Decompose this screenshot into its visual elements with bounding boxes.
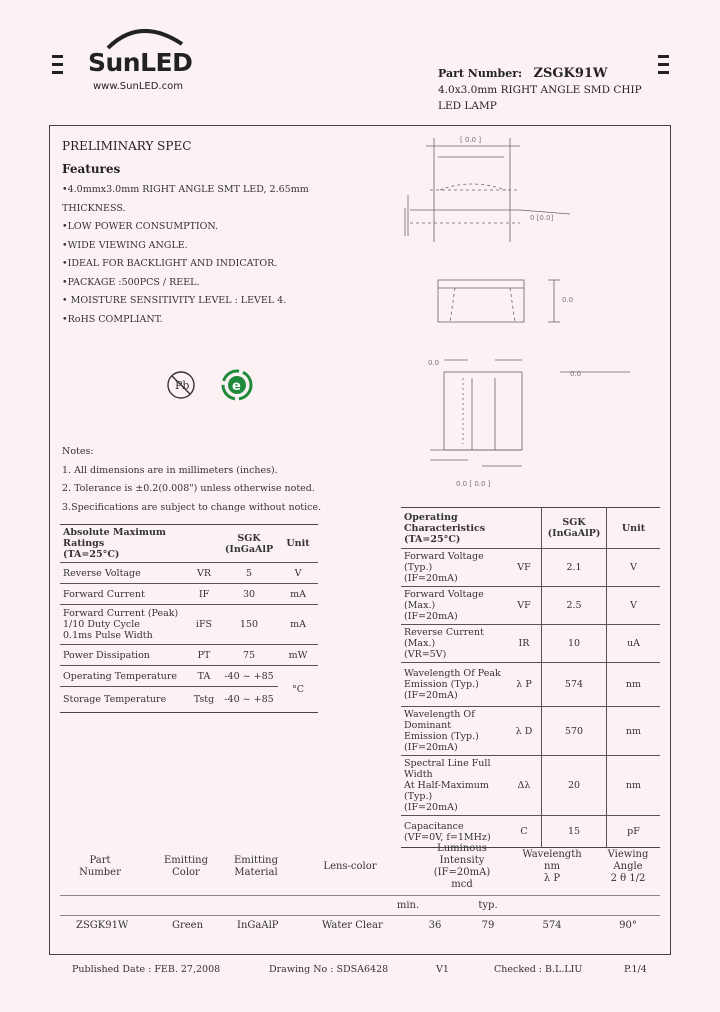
svg-text:0.0: 0.0 [562, 296, 574, 304]
rohs-e-icon [220, 368, 254, 402]
abs-col-sgk: SGK [237, 532, 261, 544]
row-unit: nm [607, 756, 661, 816]
table-row [60, 584, 318, 605]
right-mark [658, 63, 669, 66]
abs-col-unit: Unit [286, 538, 310, 549]
brand-logo: SunLED [88, 48, 193, 77]
sel-header-angle-line: 2 θ 1/2 [610, 873, 646, 884]
footer-page: P.1/4 [624, 964, 647, 975]
row-name: Forward Voltage (Max.) [404, 589, 484, 611]
features-title: Features [62, 162, 121, 176]
row-name: Capacitance [404, 820, 464, 832]
row-value: 75 [220, 645, 278, 666]
table-row [401, 549, 660, 587]
row-name: Power Dissipation [60, 645, 188, 666]
row-name: Emission (Typ.) [404, 679, 479, 690]
table-row [401, 625, 660, 663]
sel-header-material-line: Material [234, 867, 278, 878]
row-condition: (IF=20mA) [404, 742, 458, 753]
part-number-row [438, 66, 608, 81]
left-mark [52, 71, 63, 74]
sel-row-typ: 79 [481, 920, 495, 931]
sel-header-wavelength-line: Wavelength [522, 849, 582, 860]
row-value: 570 [542, 707, 607, 756]
sel-header-wavelength-line: λ P [543, 873, 561, 884]
row-symbol: λ D [507, 707, 542, 756]
row-unit: nm [607, 663, 661, 707]
table-row [60, 563, 318, 584]
sel-row-material: InGaAlP [237, 920, 279, 931]
part-number-label: Part Number: [438, 67, 523, 80]
abs-max-table [60, 524, 318, 713]
row-symbol: VF [507, 549, 542, 587]
pb-free-icon [165, 369, 197, 401]
op-col-sgk-material: (InGaAlP) [547, 528, 601, 539]
row-name: 0.1ms Pulse Width [63, 630, 153, 641]
sel-header-angle-line: Angle [613, 861, 643, 872]
feature-item: •PACKAGE :500PCS / REEL. [62, 276, 200, 288]
spec-title: PRELIMINARY SPEC [62, 139, 192, 153]
row-symbol: IR [507, 625, 542, 663]
sel-header-intensity-line: Luminous [437, 843, 487, 854]
row-name: Wavelength Of Peak [404, 668, 501, 679]
sel-header-wavelength [518, 849, 586, 885]
row-value: -40 ~ +85 [220, 666, 278, 687]
abs-max-title: Absolute Maximum Ratings [63, 527, 166, 549]
note-item: 2. Tolerance is ±0.2(0.008") unless otherwise noted. [62, 483, 315, 494]
feature-item: •RoHS COMPLIANT. [62, 313, 163, 325]
sel-header-angle-line: Viewing [607, 849, 649, 860]
row-value: 2.5 [542, 587, 607, 625]
footer-published: Published Date : FEB. 27,2008 [72, 964, 221, 975]
row-name: Spectral Line Full Width [404, 758, 491, 780]
sel-header-lens: Lens-color [323, 861, 377, 872]
table-row [401, 707, 660, 756]
footer-version: V1 [436, 964, 449, 975]
footer-drawing: Drawing No : SDSA6428 [269, 964, 389, 975]
svg-text:0.0: 0.0 [570, 370, 582, 378]
note-item: 1. All dimensions are in millimeters (inches). [62, 464, 278, 476]
table-row [401, 756, 660, 816]
op-title: Operating Characteristics [404, 511, 486, 534]
op-char-table [401, 507, 660, 848]
footer-checked: Checked : B.L.LIU [494, 964, 583, 975]
right-mark [658, 55, 669, 58]
table-row [60, 666, 318, 687]
svg-text:0 [0.0]: 0 [0.0] [530, 214, 554, 222]
row-condition: (IF=20mA) [404, 611, 458, 622]
right-mark [658, 71, 669, 74]
row-value: 15 [542, 816, 607, 848]
row-value: 10 [542, 625, 607, 663]
row-symbol: C [507, 816, 542, 848]
part-number: ZSGK91W [533, 66, 608, 81]
op-subtitle: (TA=25°C) [404, 533, 461, 545]
row-symbol: VF [507, 587, 542, 625]
package-dimension-drawing [370, 130, 660, 500]
row-value: 5 [220, 563, 278, 584]
sel-row-part: ZSGK91W [76, 920, 129, 931]
row-unit: V [607, 587, 661, 625]
feature-item: •LOW POWER CONSUMPTION. [62, 221, 219, 232]
sel-header-min: min. [396, 900, 420, 911]
notes [62, 443, 362, 517]
svg-text:0.0 [ 0.0 ]: 0.0 [ 0.0 ] [456, 480, 491, 488]
row-name: Forward Voltage (Typ.) [404, 551, 484, 573]
op-col-sgk: SGK [562, 517, 586, 528]
sel-row-angle: 90° [619, 920, 637, 931]
table-row [60, 605, 318, 645]
row-unit: V [607, 549, 661, 587]
row-name: Emission (Typ.) [404, 731, 479, 742]
sel-header-intensity-line: (IF=20mA) [433, 867, 491, 878]
row-value: 20 [542, 756, 607, 816]
row-symbol: TA [188, 666, 220, 687]
op-col-unit: Unit [621, 522, 646, 534]
row-unit: mW [278, 645, 318, 666]
sel-header-intensity-line: mcd [451, 879, 473, 890]
abs-col-sgk-material: (InGaAlP [224, 543, 274, 555]
sel-header-color-line: Emitting [163, 855, 209, 866]
note-item: 3.Specifications are subject to change without notice. [62, 501, 322, 513]
sel-header-intensity [428, 843, 496, 891]
row-unit: nm [607, 707, 661, 756]
row-condition: (IF=20mA) [404, 690, 458, 701]
row-name: Reverse Voltage [60, 563, 188, 584]
feature-item: THICKNESS. [62, 202, 126, 214]
row-name: Storage Temperature [60, 687, 188, 713]
row-name: Forward Current [60, 584, 188, 605]
row-value: 30 [220, 584, 278, 605]
row-symbol: Δλ [507, 756, 542, 816]
sel-header-color [156, 855, 216, 879]
feature-item: •4.0mmx3.0mm RIGHT ANGLE SMT LED, 2.65mm [62, 184, 309, 195]
row-value: 150 [220, 605, 278, 645]
row-condition: (VR=5V) [404, 649, 447, 660]
feature-item: •WIDE VIEWING ANGLE. [62, 239, 188, 251]
e-label: e [232, 379, 241, 394]
sel-divider [60, 895, 660, 896]
website: www.SunLED.com [93, 81, 183, 92]
row-name: At Half-Maximum (Typ.) [404, 780, 489, 802]
row-symbol: Tstg [188, 687, 220, 713]
row-symbol: λ P [507, 663, 542, 707]
sel-divider [60, 915, 660, 916]
sel-header-part [70, 855, 130, 879]
left-mark [52, 55, 63, 58]
feature-item: •IDEAL FOR BACKLIGHT AND INDICATOR. [62, 258, 278, 269]
sel-header-angle [598, 849, 658, 885]
sel-header-typ: typ. [478, 900, 498, 911]
table-row [401, 587, 660, 625]
sel-header-part-line: Number [79, 867, 121, 878]
row-unit: °C [278, 666, 318, 713]
row-condition: (IF=20mA) [404, 802, 458, 813]
row-value: 2.1 [542, 549, 607, 587]
pb-label: Pb [175, 379, 190, 392]
sel-row-color: Green [172, 920, 204, 931]
row-name: Reverse Current (Max.) [404, 627, 484, 649]
svg-text:[ 0.0 ]: [ 0.0 ] [460, 136, 482, 144]
table-row [60, 645, 318, 666]
row-name: Wavelength Of Dominant [404, 709, 475, 731]
row-value: -40 ~ +85 [220, 687, 278, 713]
row-symbol: PT [188, 645, 220, 666]
abs-max-subtitle: (TA=25°C) [63, 549, 120, 560]
sel-header-color-line: Color [172, 867, 200, 878]
row-unit: V [278, 563, 318, 584]
row-symbol: VR [188, 563, 220, 584]
row-unit: mA [278, 584, 318, 605]
description-line-2: LED LAMP [438, 100, 497, 112]
row-unit: pF [607, 816, 661, 848]
row-symbol: IF [188, 584, 220, 605]
row-unit: mA [278, 605, 318, 645]
table-row [401, 663, 660, 707]
row-symbol: iFS [188, 605, 220, 645]
sel-row-wavelength: 574 [542, 920, 562, 931]
sel-header-material-line: Emitting [233, 855, 279, 866]
row-unit: uA [607, 625, 661, 663]
row-name: 1/10 Duty Cycle [63, 619, 140, 630]
sel-header-material [226, 855, 286, 879]
sel-header-part-line: Part [89, 855, 111, 866]
left-mark [52, 63, 63, 66]
sel-header-wavelength-line: nm [544, 861, 560, 872]
notes-title: Notes: [62, 446, 94, 457]
description-line-1: 4.0x3.0mm RIGHT ANGLE SMD CHIP [438, 84, 642, 96]
sel-row-lens: Water Clear [322, 920, 383, 931]
row-name: Forward Current (Peak) [63, 608, 179, 619]
svg-text:0.0: 0.0 [428, 359, 440, 367]
sel-row-min: 36 [428, 920, 442, 931]
row-value: 574 [542, 663, 607, 707]
sel-header-intensity-line: Intensity [439, 855, 485, 866]
row-condition: (IF=20mA) [404, 573, 458, 584]
row-condition: (VF=0V, f=1MHz) [404, 831, 491, 843]
row-name: Operating Temperature [60, 666, 188, 687]
feature-item: • MOISTURE SENSITIVITY LEVEL : LEVEL 4. [62, 295, 287, 306]
features-list [62, 181, 362, 329]
